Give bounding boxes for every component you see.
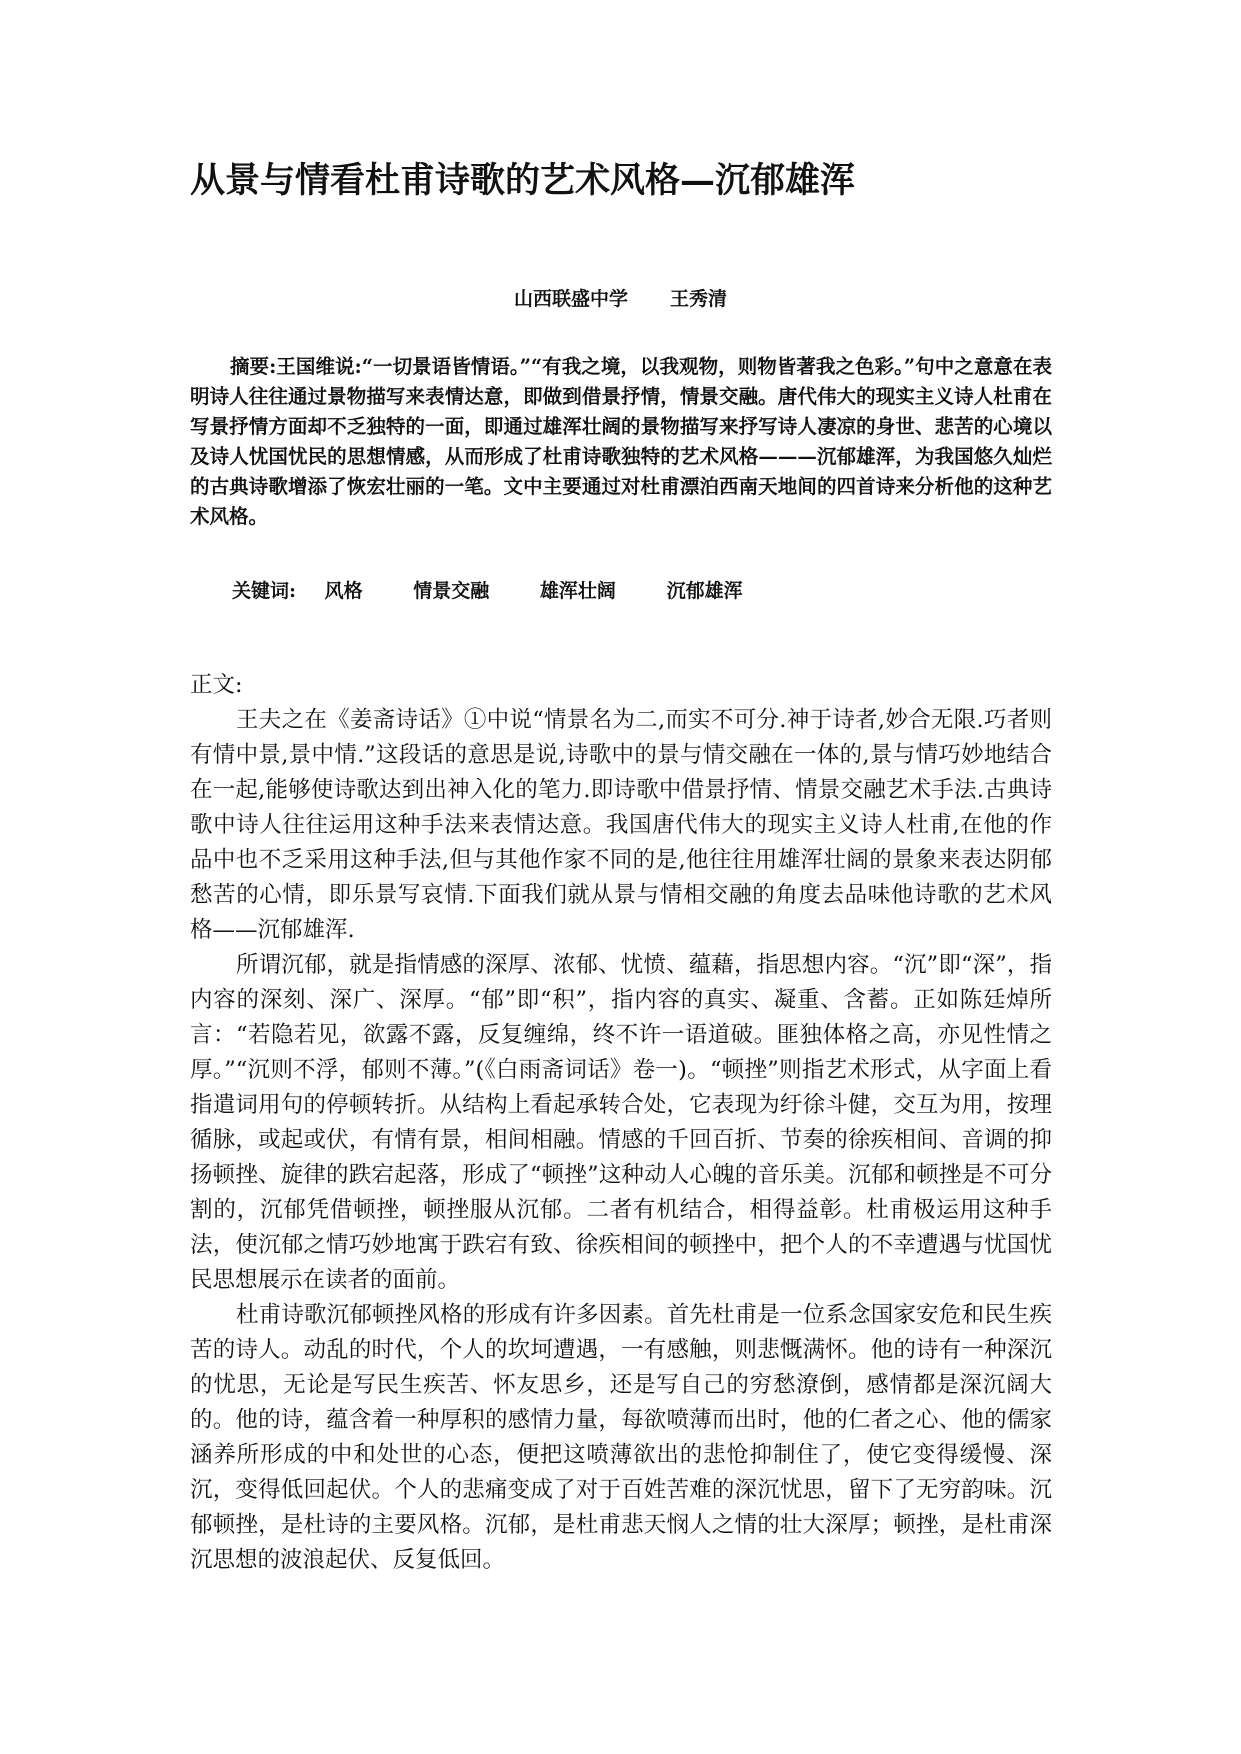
keywords-label: 关键词: bbox=[232, 580, 297, 602]
keyword-item: 情景交融 bbox=[413, 580, 490, 602]
document-title: 从景与情看杜甫诗歌的艺术风格—沉郁雄浑 bbox=[190, 160, 856, 201]
abstract: 摘要:王国维说:“一切景语皆情语。”“有我之境，以我观物，则物皆著我之色彩。”句中之意意在表明诗人往往通过景物描写来表情达意，即做到借景抒情，情景交融。唐代伟大的现实主义诗人杜甫在写景抒情方面却不乏独特的一面，即通过雄浑壮阔的景物描写来抒写诗人凄凉的身世、悲苦的心境以及诗人忧国忧民的思想情感，从而形成了杜甫诗歌独特的艺术风格———沉郁雄浑，为我国悠久灿烂的古典诗歌增添了恢宏壮丽的一笔。文中主要通过对杜甫漂泊西南天地间的四首诗来分析他的这种艺术风格。 bbox=[190, 355, 1052, 528]
body-paragraph: 杜甫诗歌沉郁顿挫风格的形成有许多因素。首先杜甫是一位系念国家安危和民生疾苦的诗人。动乱的时代，个人的坎坷遭遇，一有感触，则悲慨满怀。他的诗有一种深沉的忧思，无论是写民生疾苦、怀友思乡，还是写自己的穷愁潦倒，感情都是深沉阔大的。他的诗，蕴含着一种厚积的感情力量，每欲喷薄而出时，他的仁者之心、他的儒家涵养所形成的中和处世的心态，便把这喷薄欲出的悲怆抑制住了，使它变得缓慢、深沉，变得低回起伏。个人的悲痛变成了对于百姓苦难的深沉忧思，留下了无穷韵味。沉郁顿挫，是杜诗的主要风格。沉郁，是杜甫悲天悯人之情的壮大深厚；顿挫，是杜甫深沉思想的波浪起伏、反复低回。 bbox=[190, 1302, 1052, 1573]
body-text bbox=[190, 668, 1052, 1578]
section-label: 正文: bbox=[190, 672, 243, 698]
author-school: 山西联盛中学 bbox=[513, 288, 628, 310]
keyword-item: 沉郁雄浑 bbox=[666, 580, 743, 602]
body-paragraph: 所谓沉郁，就是指情感的深厚、浓郁、忧愤、蕴藉，指思想内容。“沉”即“深”，指内容的深刻、深广、深厚。“郁”即“积”，指内容的真实、凝重、含蓄。正如陈廷焯所言：“若隐若见，欲露不露，反复缠绵，终不许一语道破。匪独体格之高，亦见性情之厚。”“沉则不浮，郁则不薄。”(《白雨斋词话》卷一)。“顿挫”则指艺术形式，从字面上看指遣词用句的停顿转折。从结构上看起承转合处，它表现为纡徐斗健，交互为用，按理循脉，或起或伏，有情有景，相间相融。情感的千回百折、节奏的徐疾相间、音调的抑扬顿挫、旋律的跌宕起落，形成了“顿挫”这种动人心魄的音乐美。沉郁和顿挫是不可分割的，沉郁凭借顿挫，顿挫服从沉郁。二者有机结合，相得益彰。杜甫极运用这种手法，使沉郁之情巧妙地寓于跌宕有致、徐疾相间的顿挫中，把个人的不幸遭遇与忧国忧民思想展示在读者的面前。 bbox=[190, 952, 1052, 1293]
keyword-item: 风格 bbox=[324, 580, 363, 602]
author-name: 王秀清 bbox=[670, 288, 728, 310]
author-line bbox=[0, 286, 1241, 312]
body-paragraph: 王夫之在《姜斋诗话》①中说“情景名为二,而实不可分.神于诗者,妙合无限.巧者则有情中景,景中情.”这段话的意思是说,诗歌中的景与情交融在一体的,景与情巧妙地结合在一起,能够使诗歌达到出神入化的笔力.即诗歌中借景抒情、情景交融艺术手法.古典诗歌中诗人往往运用这种手法来表情达意。我国唐代伟大的现实主义诗人杜甫,在他的作品中也不乏采用这种手法,但与其他作家不同的是,他往往用雄浑壮阔的景象来表达阴郁愁苦的心情，即乐景写哀情.下面我们就从景与情相交融的角度去品味他诗歌的艺术风格——沉郁雄浑. bbox=[190, 707, 1052, 943]
keyword-item: 雄浑壮阔 bbox=[539, 580, 616, 602]
keywords bbox=[232, 578, 787, 604]
